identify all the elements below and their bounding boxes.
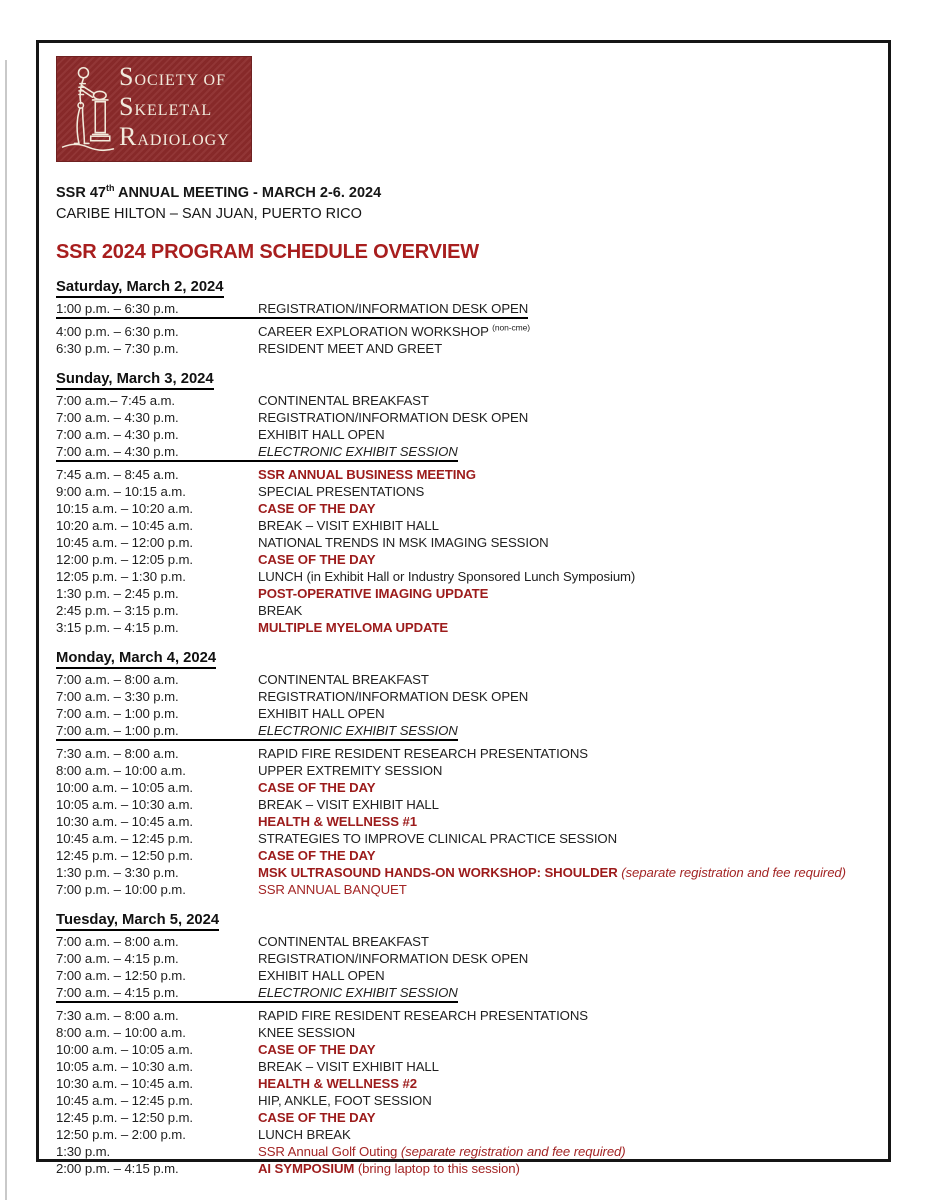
event-title-segment: CASE OF THE DAY: [258, 1041, 376, 1057]
event-title: [258, 705, 385, 722]
schedule-row: [56, 551, 871, 568]
time-range: 10:00 a.m. – 10:05 a.m.: [56, 1041, 193, 1057]
event-title: [258, 1075, 417, 1092]
time-range: 9:00 a.m. – 10:15 a.m.: [56, 483, 186, 499]
day-header: Saturday, March 2, 2024: [56, 279, 224, 298]
event-title: [258, 323, 530, 340]
schedule-row: [56, 796, 871, 813]
time-range: 7:00 a.m. – 8:00 a.m.: [56, 933, 179, 949]
time-range: 10:05 a.m. – 10:30 a.m.: [56, 796, 193, 812]
event-title: [258, 1160, 520, 1177]
time-range: 10:30 a.m. – 10:45 a.m.: [56, 1075, 193, 1091]
event-title: [258, 1007, 588, 1024]
event-title: [258, 1143, 626, 1160]
logo-line-radiology: RADIOLOGY: [119, 122, 230, 151]
time-range: 8:00 a.m. – 10:00 a.m.: [56, 1024, 186, 1040]
day-section: [56, 370, 871, 636]
event-title-segment: SPECIAL PRESENTATIONS: [258, 483, 425, 499]
event-title-segment: REGISTRATION/INFORMATION DESK OPEN: [258, 688, 529, 704]
event-title: [258, 585, 488, 602]
event-title-segment: ELECTRONIC EXHIBIT SESSION: [258, 984, 458, 1000]
event-title: [258, 864, 846, 881]
event-title: [258, 1024, 355, 1041]
event-title-segment: EXHIBIT HALL OPEN: [258, 705, 385, 721]
schedule-row: [56, 1160, 871, 1177]
event-title: [258, 483, 424, 500]
time-range: 12:00 p.m. – 12:05 p.m.: [56, 551, 193, 567]
time-range: 10:45 a.m. – 12:45 p.m.: [56, 1092, 193, 1108]
day-section: [56, 911, 871, 1177]
event-title-segment: SSR ANNUAL BUSINESS MEETING: [258, 466, 476, 482]
event-title-segment: RAPID FIRE RESIDENT RESEARCH PRESENTATIONS: [258, 745, 588, 761]
schedule-row: [56, 1058, 871, 1075]
schedule-row: [56, 881, 871, 898]
schedule-row: [56, 340, 871, 357]
time-range: 7:00 a.m. – 4:15 p.m.: [56, 950, 179, 966]
event-title-segment: CASE OF THE DAY: [258, 1109, 376, 1125]
schedule-row: [56, 1143, 871, 1160]
time-range: 8:00 a.m. – 10:00 a.m.: [56, 762, 186, 778]
schedule-row: [56, 392, 871, 409]
event-title-segment: SSR Annual Golf Outing: [258, 1143, 401, 1159]
schedule-row: [56, 426, 871, 443]
event-title-segment: (separate registration and fee required): [621, 864, 846, 880]
skeleton-at-lectern-icon: [57, 57, 119, 161]
time-range: 1:00 p.m. – 6:30 p.m.: [56, 300, 179, 316]
event-title: [258, 950, 528, 967]
event-title: [258, 830, 617, 847]
schedule-row: [56, 517, 871, 534]
day-header: Tuesday, March 5, 2024: [56, 912, 219, 931]
page-title: SSR 2024 PROGRAM SCHEDULE OVERVIEW: [56, 240, 479, 263]
event-title: [258, 967, 385, 984]
time-range: 7:00 a.m. – 4:30 p.m.: [56, 443, 179, 459]
day-header: Monday, March 4, 2024: [56, 650, 216, 669]
schedule-row: [56, 762, 871, 779]
event-title: [258, 762, 442, 779]
event-title: [258, 1126, 351, 1143]
event-title: [258, 671, 429, 688]
event-title-segment: AI SYMPOSIUM: [258, 1160, 358, 1176]
time-range: 7:00 a.m. – 1:00 p.m.: [56, 705, 179, 721]
time-range: 1:30 p.m. – 2:45 p.m.: [56, 585, 179, 601]
time-range: 7:00 a.m.– 7:45 a.m.: [56, 392, 175, 408]
event-title-segment: UPPER EXTREMITY SESSION: [258, 762, 443, 778]
event-title: [258, 443, 458, 460]
document-page: [36, 40, 891, 1176]
time-range: 2:45 p.m. – 3:15 p.m.: [56, 602, 179, 618]
time-range: 12:45 p.m. – 12:50 p.m.: [56, 1109, 193, 1125]
schedule-row: [56, 619, 871, 636]
time-range: 10:45 a.m. – 12:45 p.m.: [56, 830, 193, 846]
event-title-segment: BREAK – VISIT EXHIBIT HALL: [258, 796, 439, 812]
event-title: [258, 568, 635, 585]
event-title-segment: CONTINENTAL BREAKFAST: [258, 933, 429, 949]
schedule-row: [56, 500, 871, 517]
event-title: [258, 534, 549, 551]
meeting-title: SSR 47th ANNUAL MEETING - MARCH 2-6. 2024: [56, 183, 382, 201]
event-title-segment: REGISTRATION/INFORMATION DESK OPEN: [258, 409, 529, 425]
event-title-segment: RAPID FIRE RESIDENT RESEARCH PRESENTATIONS: [258, 1007, 588, 1023]
event-title: [258, 619, 448, 636]
event-title: [258, 602, 302, 619]
time-range: 10:20 a.m. – 10:45 a.m.: [56, 517, 193, 533]
event-title: [258, 1041, 375, 1058]
ordinal-superscript: th: [105, 183, 115, 193]
event-title: [258, 813, 417, 830]
event-title-segment: HEALTH & WELLNESS #1: [258, 813, 417, 829]
schedule-row: [56, 1126, 871, 1143]
time-range: 10:05 a.m. – 10:30 a.m.: [56, 1058, 193, 1074]
event-title-segment: CONTINENTAL BREAKFAST: [258, 671, 429, 687]
day-section: [56, 649, 871, 898]
event-title: [258, 1092, 432, 1109]
schedule-row: [56, 300, 528, 319]
time-range: 12:50 p.m. – 2:00 p.m.: [56, 1126, 186, 1142]
event-title-segment: (non-cme): [492, 322, 530, 333]
logo-line-society: SOCIETY OF: [119, 62, 226, 91]
event-title: [258, 745, 588, 762]
event-title-segment: CASE OF THE DAY: [258, 500, 376, 516]
schedule-row: [56, 602, 871, 619]
time-range: 1:30 p.m. – 3:30 p.m.: [56, 864, 179, 880]
event-title: [258, 517, 439, 534]
schedule-row: [56, 585, 871, 602]
event-title: [258, 340, 442, 357]
event-title-segment: NATIONAL TRENDS IN MSK IMAGING SESSION: [258, 534, 549, 550]
schedule-row: [56, 688, 871, 705]
schedule-row: [56, 443, 458, 462]
event-title: [258, 779, 375, 796]
event-title: [258, 409, 528, 426]
time-range: 12:05 p.m. – 1:30 p.m.: [56, 568, 186, 584]
event-title-segment: HIP, ANKLE, FOOT SESSION: [258, 1092, 432, 1108]
schedule-row: [56, 671, 871, 688]
ssr-logo: [56, 56, 252, 162]
time-range: 7:00 a.m. – 12:50 p.m.: [56, 967, 186, 983]
event-title-segment: MULTIPLE MYELOMA UPDATE: [258, 619, 449, 635]
schedule-row: [56, 813, 871, 830]
event-title-segment: BREAK – VISIT EXHIBIT HALL: [258, 1058, 439, 1074]
time-range: 10:30 a.m. – 10:45 a.m.: [56, 813, 193, 829]
event-title-segment: MSK ULTRASOUND HANDS-ON WORKSHOP: SHOULDER: [258, 864, 622, 880]
schedule-row: [56, 1024, 871, 1041]
schedule-row: [56, 745, 871, 762]
event-title-segment: (separate registration and fee required): [400, 1143, 626, 1159]
event-title: [258, 500, 375, 517]
event-title-segment: EXHIBIT HALL OPEN: [258, 967, 385, 983]
event-title: [258, 551, 375, 568]
schedule-row: [56, 847, 871, 864]
event-title-segment: HEALTH & WELLNESS #2: [258, 1075, 417, 1091]
schedule-row: [56, 864, 871, 881]
time-range: 7:00 a.m. – 4:15 p.m.: [56, 984, 179, 1000]
event-title: [258, 847, 375, 864]
schedule-row: [56, 967, 871, 984]
event-title-segment: POST-OPERATIVE IMAGING UPDATE: [258, 585, 489, 601]
time-range: 7:00 a.m. – 4:30 p.m.: [56, 426, 179, 442]
event-title: [258, 392, 429, 409]
schedule-row: [56, 1092, 871, 1109]
venue-line: CARIBE HILTON – SAN JUAN, PUERTO RICO: [56, 205, 362, 222]
event-title-segment: CASE OF THE DAY: [258, 551, 376, 567]
event-title-segment: CASE OF THE DAY: [258, 779, 376, 795]
event-title-segment: EXHIBIT HALL OPEN: [258, 426, 385, 442]
event-title-segment: SSR ANNUAL BANQUET: [258, 881, 407, 897]
schedule: [56, 278, 871, 1177]
time-range: 7:00 p.m. – 10:00 p.m.: [56, 881, 186, 897]
ssr-logo-wordmark: [119, 64, 230, 154]
time-range: 7:30 a.m. – 8:00 a.m.: [56, 1007, 179, 1023]
event-title-segment: CAREER EXPLORATION WORKSHOP: [258, 323, 493, 339]
event-title: [258, 881, 407, 898]
schedule-row: [56, 323, 871, 340]
event-title-segment: BREAK: [258, 602, 303, 618]
event-title: [258, 796, 439, 813]
event-title-segment: ELECTRONIC EXHIBIT SESSION: [258, 722, 458, 738]
schedule-row: [56, 705, 871, 722]
day-section: [56, 278, 871, 357]
event-title-segment: CONTINENTAL BREAKFAST: [258, 392, 429, 408]
time-range: 7:00 a.m. – 8:00 a.m.: [56, 671, 179, 687]
time-range: 7:45 a.m. – 8:45 a.m.: [56, 466, 179, 482]
schedule-row: [56, 568, 871, 585]
event-title-segment: CASE OF THE DAY: [258, 847, 376, 863]
schedule-row: [56, 1007, 871, 1024]
event-title-segment: REGISTRATION/INFORMATION DESK OPEN: [258, 300, 529, 316]
event-title-segment: LUNCH BREAK: [258, 1126, 351, 1142]
event-title: [258, 1109, 375, 1126]
event-title: [258, 984, 458, 1001]
event-title: [258, 300, 528, 317]
schedule-row: [56, 779, 871, 796]
event-title: [258, 722, 458, 739]
event-title: [258, 1058, 439, 1075]
time-range: 7:00 a.m. – 3:30 p.m.: [56, 688, 179, 704]
event-title-segment: ELECTRONIC EXHIBIT SESSION: [258, 443, 458, 459]
schedule-row: [56, 722, 458, 741]
event-title: [258, 688, 528, 705]
event-title-segment: RESIDENT MEET AND GREET: [258, 340, 443, 356]
schedule-row: [56, 933, 871, 950]
time-range: 10:45 a.m. – 12:00 p.m.: [56, 534, 193, 550]
event-title-segment: KNEE SESSION: [258, 1024, 356, 1040]
schedule-row: [56, 466, 871, 483]
schedule-row: [56, 483, 871, 500]
schedule-row: [56, 830, 871, 847]
schedule-row: [56, 1041, 871, 1058]
event-title-segment: STRATEGIES TO IMPROVE CLINICAL PRACTICE SESSION: [258, 830, 618, 846]
schedule-row: [56, 984, 458, 1003]
event-title-segment: (bring laptop to this session): [357, 1160, 520, 1176]
scan-artifact-line: [5, 60, 7, 1200]
event-title: [258, 426, 385, 443]
event-title-segment: LUNCH (in Exhibit Hall or Industry Sponsored Lunch Symposium): [258, 568, 636, 584]
time-range: 7:00 a.m. – 1:00 p.m.: [56, 722, 179, 738]
day-header: Sunday, March 3, 2024: [56, 371, 214, 390]
time-range: 7:00 a.m. – 4:30 p.m.: [56, 409, 179, 425]
event-title: [258, 933, 429, 950]
time-range: 1:30 p.m.: [56, 1143, 111, 1159]
time-range: 10:00 a.m. – 10:05 a.m.: [56, 779, 193, 795]
schedule-row: [56, 1109, 871, 1126]
schedule-row: [56, 950, 871, 967]
logo-line-skeletal: SKELETAL: [119, 92, 213, 121]
time-range: 3:15 p.m. – 4:15 p.m.: [56, 619, 179, 635]
schedule-row: [56, 1075, 871, 1092]
event-title-segment: BREAK – VISIT EXHIBIT HALL: [258, 517, 439, 533]
time-range: 6:30 p.m. – 7:30 p.m.: [56, 340, 179, 356]
schedule-row: [56, 409, 871, 426]
time-range: 7:30 a.m. – 8:00 a.m.: [56, 745, 179, 761]
time-range: 10:15 a.m. – 10:20 a.m.: [56, 500, 193, 516]
time-range: 12:45 p.m. – 12:50 p.m.: [56, 847, 193, 863]
time-range: 2:00 p.m. – 4:15 p.m.: [56, 1160, 179, 1176]
time-range: 4:00 p.m. – 6:30 p.m.: [56, 323, 179, 339]
schedule-row: [56, 534, 871, 551]
event-title: [258, 466, 476, 483]
event-title-segment: REGISTRATION/INFORMATION DESK OPEN: [258, 950, 529, 966]
